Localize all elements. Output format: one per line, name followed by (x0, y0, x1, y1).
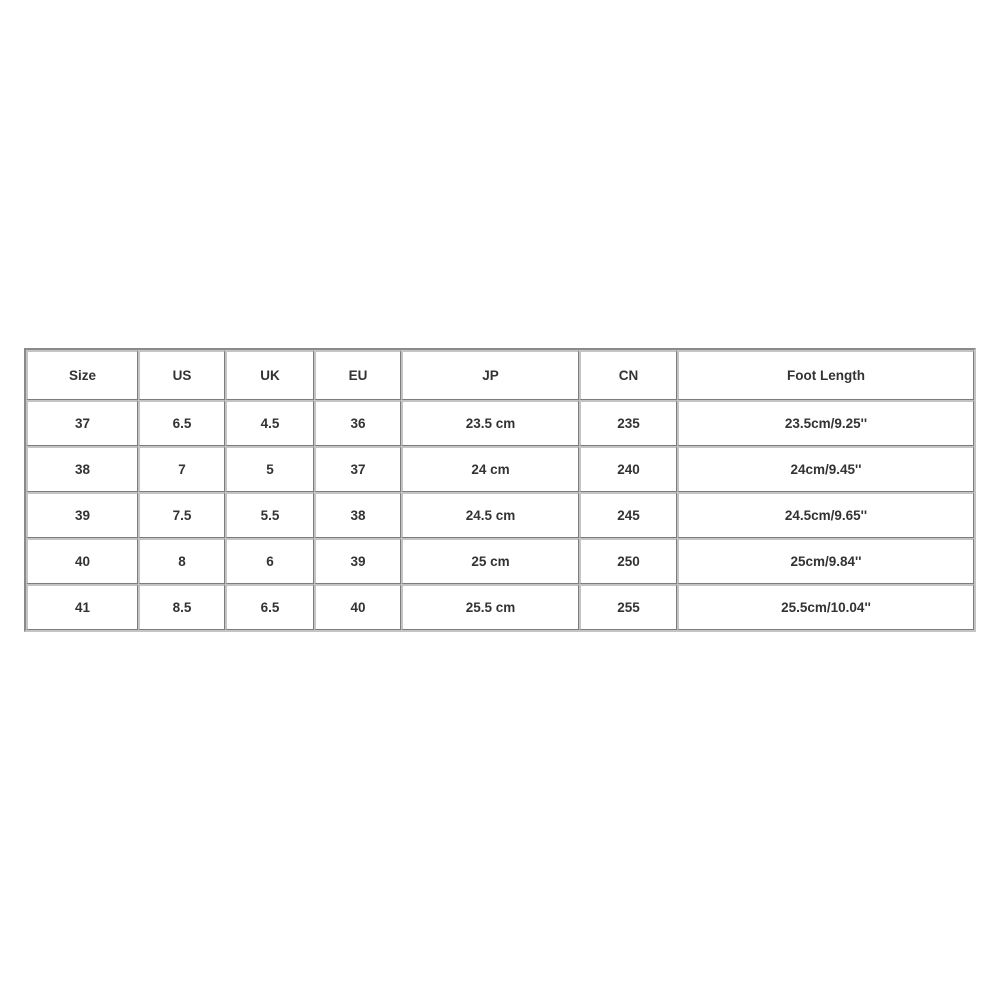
cell-foot-length: 23.5cm/9.25'' (677, 400, 974, 446)
cell-us: 7 (138, 446, 225, 492)
cell-size: 41 (26, 584, 138, 630)
cell-eu: 40 (314, 584, 401, 630)
table-row (26, 538, 974, 584)
cell-eu: 38 (314, 492, 401, 538)
size-chart-table (24, 348, 976, 632)
header-size: Size (26, 350, 138, 400)
cell-size: 38 (26, 446, 138, 492)
table-row (26, 400, 974, 446)
cell-size: 40 (26, 538, 138, 584)
cell-uk: 5 (225, 446, 314, 492)
table-row (26, 584, 974, 630)
cell-us: 8 (138, 538, 225, 584)
cell-jp: 24 cm (401, 446, 579, 492)
header-jp: JP (401, 350, 579, 400)
header-eu: EU (314, 350, 401, 400)
cell-eu: 37 (314, 446, 401, 492)
cell-uk: 6.5 (225, 584, 314, 630)
cell-cn: 240 (579, 446, 677, 492)
cell-eu: 36 (314, 400, 401, 446)
cell-foot-length: 24.5cm/9.65'' (677, 492, 974, 538)
cell-foot-length: 25cm/9.84'' (677, 538, 974, 584)
cell-size: 39 (26, 492, 138, 538)
table-header-row (26, 350, 974, 400)
cell-jp: 24.5 cm (401, 492, 579, 538)
header-us: US (138, 350, 225, 400)
cell-cn: 255 (579, 584, 677, 630)
cell-jp: 23.5 cm (401, 400, 579, 446)
cell-eu: 39 (314, 538, 401, 584)
cell-jp: 25.5 cm (401, 584, 579, 630)
table-row (26, 492, 974, 538)
cell-us: 7.5 (138, 492, 225, 538)
cell-size: 37 (26, 400, 138, 446)
cell-uk: 5.5 (225, 492, 314, 538)
cell-jp: 25 cm (401, 538, 579, 584)
table-row (26, 446, 974, 492)
cell-uk: 6 (225, 538, 314, 584)
header-foot-length: Foot Length (677, 350, 974, 400)
header-uk: UK (225, 350, 314, 400)
cell-cn: 250 (579, 538, 677, 584)
cell-foot-length: 24cm/9.45'' (677, 446, 974, 492)
cell-uk: 4.5 (225, 400, 314, 446)
cell-foot-length: 25.5cm/10.04'' (677, 584, 974, 630)
cell-cn: 235 (579, 400, 677, 446)
cell-us: 8.5 (138, 584, 225, 630)
header-cn: CN (579, 350, 677, 400)
cell-cn: 245 (579, 492, 677, 538)
cell-us: 6.5 (138, 400, 225, 446)
